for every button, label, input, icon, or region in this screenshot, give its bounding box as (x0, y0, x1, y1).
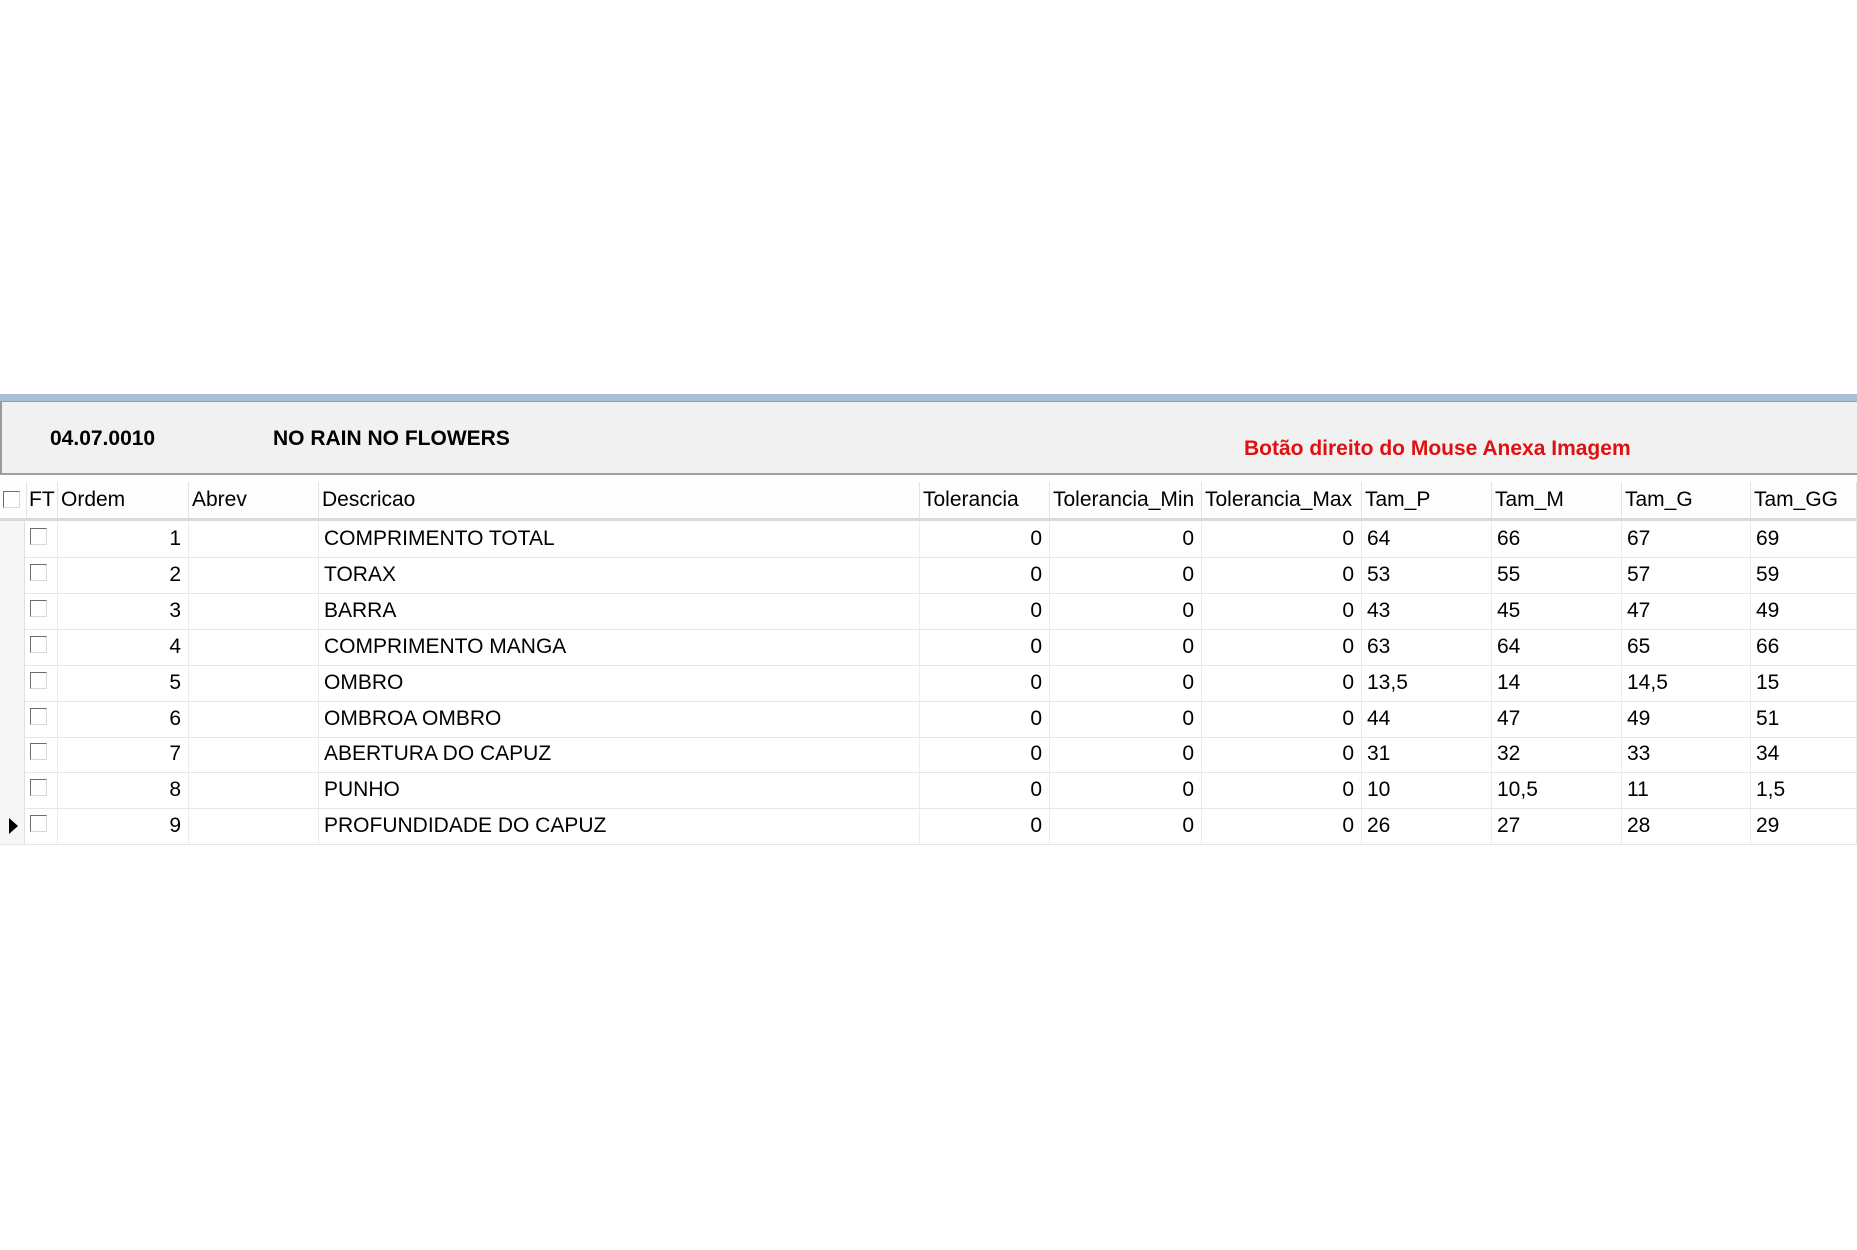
cell-tam-m[interactable]: 14 (1492, 665, 1622, 701)
row-pointer-icon (9, 818, 18, 834)
cell-tam-g[interactable]: 14,5 (1622, 665, 1751, 701)
cell-ordem[interactable]: 6 (58, 701, 189, 737)
cell-tam-p[interactable]: 26 (1362, 808, 1492, 844)
cell-tolerancia[interactable]: 0 (920, 629, 1050, 665)
cell-tam-gg[interactable]: 51 (1751, 701, 1857, 737)
cell-tam-m[interactable]: 45 (1492, 593, 1622, 629)
table-row[interactable] (0, 593, 1857, 630)
cell-tolerancia-max[interactable]: 0 (1202, 629, 1362, 665)
cell-tam-m[interactable]: 27 (1492, 808, 1622, 844)
cell-tolerancia-min[interactable]: 0 (1050, 557, 1202, 593)
cell-tolerancia-max[interactable]: 0 (1202, 701, 1362, 737)
select-all-header[interactable] (0, 482, 27, 518)
cell-tam-g[interactable]: 11 (1622, 772, 1751, 808)
cell-tam-gg[interactable]: 49 (1751, 593, 1857, 629)
cell-tolerancia-max[interactable]: 0 (1202, 665, 1362, 701)
cell-tolerancia[interactable]: 0 (920, 772, 1050, 808)
cell-descricao[interactable]: OMBROA OMBRO (319, 701, 920, 737)
row-indicator[interactable] (0, 521, 25, 557)
ft-checkbox-icon[interactable] (30, 815, 47, 832)
cell-ordem[interactable]: 2 (58, 557, 189, 593)
grid-panel (0, 394, 1857, 843)
cell-tolerancia[interactable]: 0 (920, 593, 1050, 629)
cell-tolerancia[interactable]: 0 (920, 665, 1050, 701)
ft-checkbox-icon[interactable] (30, 672, 47, 689)
cell-tam-p[interactable]: 13,5 (1362, 665, 1492, 701)
cell-tam-g[interactable]: 57 (1622, 557, 1751, 593)
cell-abrev[interactable] (189, 701, 319, 737)
table-row[interactable] (0, 629, 1857, 666)
column-header-descricao[interactable]: Descricao (319, 482, 920, 518)
cell-tam-m[interactable]: 66 (1492, 521, 1622, 557)
table-row[interactable] (0, 665, 1857, 702)
row-indicator[interactable] (0, 593, 25, 629)
select-all-checkbox-icon[interactable] (3, 491, 20, 508)
cell-ft[interactable] (26, 593, 58, 629)
cell-ordem[interactable]: 9 (58, 808, 189, 844)
cell-tam-gg[interactable]: 1,5 (1751, 772, 1857, 808)
cell-tam-p[interactable]: 53 (1362, 557, 1492, 593)
cell-tam-g[interactable]: 33 (1622, 736, 1751, 772)
column-header-abrev[interactable]: Abrev (189, 482, 319, 518)
column-header-tolerancia-min[interactable]: Tolerancia_Min (1050, 482, 1202, 518)
cell-tam-gg[interactable]: 29 (1751, 808, 1857, 844)
cell-tolerancia-min[interactable]: 0 (1050, 521, 1202, 557)
cell-abrev[interactable] (189, 557, 319, 593)
cell-descricao[interactable]: OMBRO (319, 665, 920, 701)
cell-ft[interactable] (26, 808, 58, 844)
cell-abrev[interactable] (189, 736, 319, 772)
column-header-tolerancia-max[interactable]: Tolerancia_Max (1202, 482, 1362, 518)
table-row[interactable] (0, 701, 1857, 738)
cell-tam-g[interactable]: 49 (1622, 701, 1751, 737)
cell-tam-gg[interactable]: 69 (1751, 521, 1857, 557)
column-header-tolerancia[interactable]: Tolerancia (920, 482, 1050, 518)
column-header-tam-p[interactable]: Tam_P (1362, 482, 1492, 518)
ft-checkbox-icon[interactable] (30, 636, 47, 653)
row-indicator[interactable] (0, 557, 25, 593)
grid-header-row (0, 482, 1857, 521)
table-row[interactable] (0, 808, 1857, 845)
cell-tolerancia-min[interactable]: 0 (1050, 593, 1202, 629)
cell-tam-gg[interactable]: 34 (1751, 736, 1857, 772)
cell-ft[interactable] (26, 521, 58, 557)
record-name: NO RAIN NO FLOWERS (273, 427, 510, 450)
cell-tam-p[interactable]: 64 (1362, 521, 1492, 557)
row-indicator[interactable] (0, 629, 25, 665)
cell-tam-m[interactable]: 32 (1492, 736, 1622, 772)
table-row[interactable] (0, 557, 1857, 594)
cell-abrev[interactable] (189, 665, 319, 701)
cell-abrev[interactable] (189, 593, 319, 629)
cell-descricao[interactable]: PROFUNDIDADE DO CAPUZ (319, 808, 920, 844)
cell-tolerancia-max[interactable]: 0 (1202, 772, 1362, 808)
row-indicator[interactable] (0, 772, 25, 808)
cell-tolerancia-max[interactable]: 0 (1202, 593, 1362, 629)
cell-tolerancia-min[interactable]: 0 (1050, 736, 1202, 772)
cell-tolerancia-max[interactable]: 0 (1202, 808, 1362, 844)
cell-tolerancia-min[interactable]: 0 (1050, 772, 1202, 808)
row-indicator[interactable] (0, 808, 25, 844)
cell-tam-p[interactable]: 43 (1362, 593, 1492, 629)
cell-tam-p[interactable]: 63 (1362, 629, 1492, 665)
cell-descricao[interactable]: ABERTURA DO CAPUZ (319, 736, 920, 772)
row-indicator[interactable] (0, 665, 25, 701)
cell-tam-m[interactable]: 64 (1492, 629, 1622, 665)
cell-tam-gg[interactable]: 59 (1751, 557, 1857, 593)
cell-tolerancia-min[interactable]: 0 (1050, 701, 1202, 737)
record-header (0, 402, 1857, 475)
cell-descricao[interactable]: COMPRIMENTO TOTAL (319, 521, 920, 557)
cell-tam-g[interactable]: 65 (1622, 629, 1751, 665)
cell-tolerancia-min[interactable]: 0 (1050, 629, 1202, 665)
cell-tolerancia[interactable]: 0 (920, 701, 1050, 737)
cell-ft[interactable] (26, 557, 58, 593)
row-indicator[interactable] (0, 736, 25, 772)
table-row[interactable] (0, 736, 1857, 773)
cell-tolerancia[interactable]: 0 (920, 557, 1050, 593)
cell-ordem[interactable]: 1 (58, 521, 189, 557)
cell-abrev[interactable] (189, 521, 319, 557)
cell-tam-gg[interactable]: 15 (1751, 665, 1857, 701)
cell-tam-g[interactable]: 28 (1622, 808, 1751, 844)
cell-ordem[interactable]: 8 (58, 772, 189, 808)
ft-checkbox-icon[interactable] (30, 743, 47, 760)
cell-tam-g[interactable]: 47 (1622, 593, 1751, 629)
table-row[interactable] (0, 521, 1857, 558)
cell-descricao[interactable]: COMPRIMENTO MANGA (319, 629, 920, 665)
cell-tam-g[interactable]: 67 (1622, 521, 1751, 557)
cell-tam-m[interactable]: 47 (1492, 701, 1622, 737)
cell-descricao[interactable]: PUNHO (319, 772, 920, 808)
attach-image-hint: Botão direito do Mouse Anexa Imagem (1244, 437, 1631, 460)
cell-descricao[interactable]: TORAX (319, 557, 920, 593)
cell-tolerancia-max[interactable]: 0 (1202, 736, 1362, 772)
cell-tam-gg[interactable]: 66 (1751, 629, 1857, 665)
cell-tam-m[interactable]: 55 (1492, 557, 1622, 593)
cell-tolerancia[interactable]: 0 (920, 736, 1050, 772)
ft-checkbox-icon[interactable] (30, 564, 47, 581)
cell-ordem[interactable]: 3 (58, 593, 189, 629)
column-header-ft[interactable]: FT (26, 482, 58, 518)
cell-tam-p[interactable]: 10 (1362, 772, 1492, 808)
cell-ft[interactable] (26, 772, 58, 808)
cell-abrev[interactable] (189, 808, 319, 844)
cell-tolerancia[interactable]: 0 (920, 808, 1050, 844)
cell-ordem[interactable]: 5 (58, 665, 189, 701)
ft-checkbox-icon[interactable] (30, 779, 47, 796)
cell-ordem[interactable]: 7 (58, 736, 189, 772)
cell-tam-m[interactable]: 10,5 (1492, 772, 1622, 808)
cell-ft[interactable] (26, 736, 58, 772)
column-header-tam-gg[interactable]: Tam_GG (1751, 482, 1857, 518)
cell-tam-p[interactable]: 31 (1362, 736, 1492, 772)
column-header-ordem[interactable]: Ordem (58, 482, 189, 518)
cell-tolerancia-max[interactable]: 0 (1202, 521, 1362, 557)
table-row[interactable] (0, 772, 1857, 809)
cell-tam-p[interactable]: 44 (1362, 701, 1492, 737)
cell-ft[interactable] (26, 629, 58, 665)
record-code: 04.07.0010 (50, 427, 156, 450)
cell-ft[interactable] (26, 665, 58, 701)
cell-descricao[interactable]: BARRA (319, 593, 920, 629)
cell-ft[interactable] (26, 701, 58, 737)
cell-tolerancia-min[interactable]: 0 (1050, 808, 1202, 844)
row-indicator[interactable] (0, 701, 25, 737)
ft-checkbox-icon[interactable] (30, 528, 47, 545)
cell-abrev[interactable] (189, 629, 319, 665)
cell-ordem[interactable]: 4 (58, 629, 189, 665)
cell-tolerancia[interactable]: 0 (920, 521, 1050, 557)
ft-checkbox-icon[interactable] (30, 600, 47, 617)
ft-checkbox-icon[interactable] (30, 708, 47, 725)
cell-abrev[interactable] (189, 772, 319, 808)
cell-tolerancia-min[interactable]: 0 (1050, 665, 1202, 701)
panel-top-border (0, 394, 1857, 402)
column-header-tam-m[interactable]: Tam_M (1492, 482, 1622, 518)
cell-tolerancia-max[interactable]: 0 (1202, 557, 1362, 593)
column-header-tam-g[interactable]: Tam_G (1622, 482, 1751, 518)
